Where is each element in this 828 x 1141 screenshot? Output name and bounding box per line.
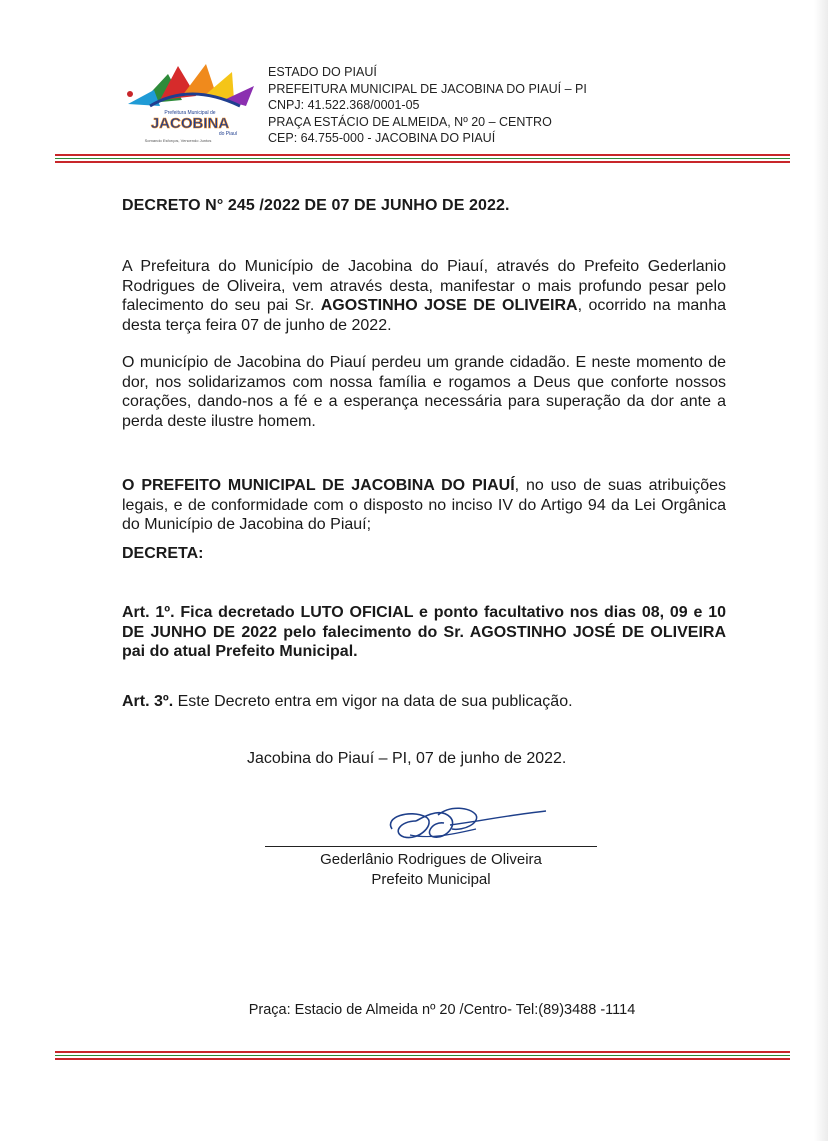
- article-1: Art. 1º. Fica decretado LUTO OFICIAL e ponto facultativo nos dias 08, 09 e 10 DE JUNHO DE 2022 pelo falecimento do Sr. AGOSTINHO JOSÉ DE OLIVEIRA pai do atual Prefeito Municipal.: [122, 604, 726, 660]
- logo-graphic: [120, 60, 260, 146]
- footer-address: Praça: Estacio de Almeida nº 20 /Centro- Tel:(89)3488 -1114: [248, 1002, 636, 1018]
- letterhead-address: PRAÇA ESTÁCIO DE ALMEIDA, Nº 20 – CENTRO: [268, 114, 552, 129]
- footer-divider: [55, 1051, 790, 1062]
- header-divider: [55, 154, 790, 165]
- letterhead-state: ESTADO DO PIAUÍ: [268, 65, 377, 79]
- decree-title: DECRETO N° 245 /2022 DE 07 DE JUNHO DE 2022.: [122, 197, 510, 214]
- logo-name: JACOBINA: [150, 115, 230, 132]
- signer-name: Gederlânio Rodrigues de Oliveira: [320, 851, 542, 868]
- article-3: Art. 3º. Este Decreto entra em vigor na data de sua publicação.: [122, 693, 573, 710]
- municipality-logo: [120, 60, 260, 146]
- logo-slogan: Somando Esforços, Vencendo Juntos: [144, 138, 212, 143]
- logo-top-text: Prefeitura Municipal de: [164, 110, 216, 116]
- letterhead-cnpj: CNPJ: 41.522.368/0001-05: [268, 98, 420, 112]
- letterhead: [268, 64, 587, 147]
- paragraph-authority: O PREFEITO MUNICIPAL DE JACOBINA DO PIAUÍ, no uso de suas atribuições legais, e de conformidade com o disposto no inciso IV do Artigo 94 da Lei Orgânica do Município de Jacobina do Piauí;: [122, 477, 727, 533]
- page-edge-shadow: [814, 0, 828, 1141]
- article-3-label: Art. 3º.: [122, 693, 174, 710]
- decreta-heading: DECRETA:: [122, 545, 204, 562]
- logo-subtitle: do Piauí: [218, 131, 238, 137]
- authority-title: O PREFEITO MUNICIPAL DE JACOBINA DO PIAUÍ: [122, 477, 515, 494]
- paragraph-condolence: A Prefeitura do Município de Jacobina do Piauí, através do Prefeito Gederlanio Rodrigues de Oliveira, vem através desta, manifestar o mais profundo pesar pelo falecimento do seu pai Sr. AGOSTINHO JOSE DE OLIVEIRA, ocorrido na manha desta terça feira 07 de junho de 2022.: [122, 258, 726, 334]
- paragraph-tribute: O município de Jacobina do Piauí perdeu um grande cidadão. E neste momento de dor, nos solidarizamos com nossa família e rogamos a Deus que conforte nossos corações, dando-nos a fé e a esperança necessária para superação da dor ante a perda deste ilustre homem.: [122, 354, 726, 430]
- signer-role: Prefeito Municipal: [371, 871, 491, 888]
- place-and-date: Jacobina do Piauí – PI, 07 de junho de 2022.: [247, 750, 567, 767]
- signature-line: [265, 846, 597, 847]
- deceased-name: AGOSTINHO JOSE DE OLIVEIRA: [320, 297, 578, 314]
- letterhead-prefecture: PREFEITURA MUNICIPAL DE JACOBINA DO PIAUÍ – PI: [268, 81, 587, 96]
- letterhead-cep: CEP: 64.755-000 - JACOBINA DO PIAUÍ: [268, 131, 496, 145]
